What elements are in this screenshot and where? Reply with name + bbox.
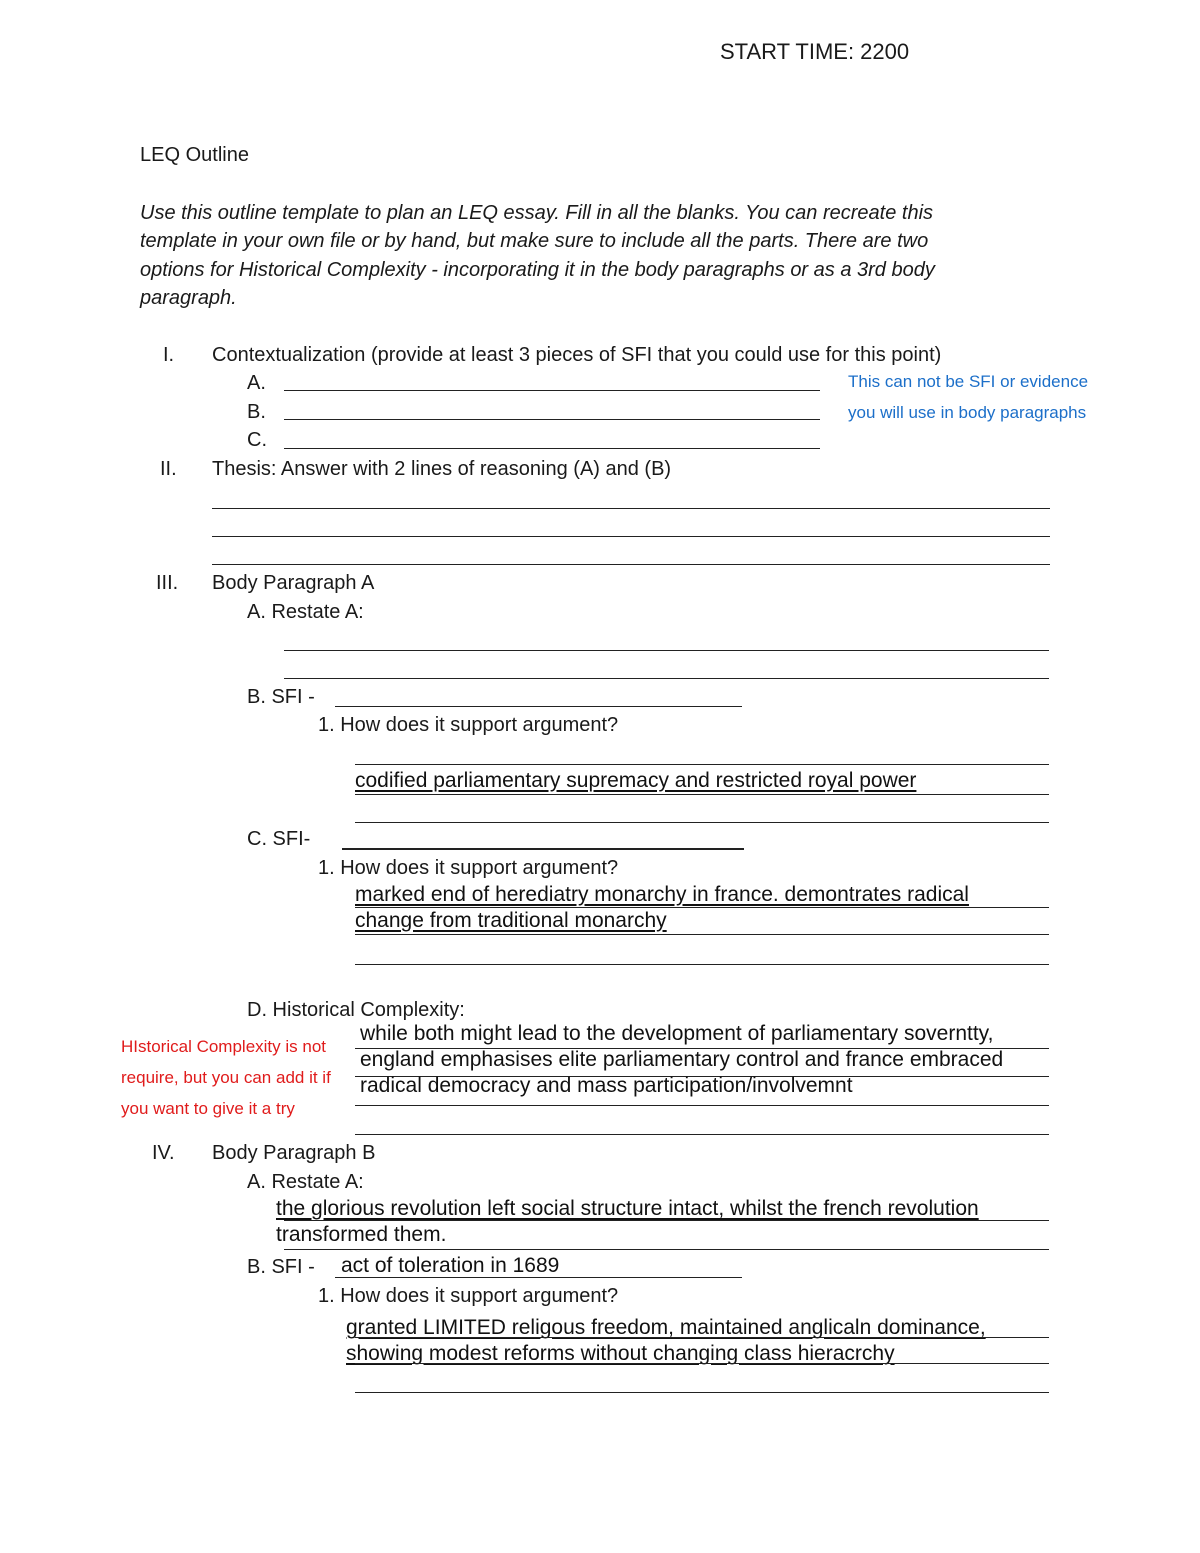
complexity-answer-line-2: england emphasises elite parliamentary control and france embraced [360, 1048, 1004, 1071]
note-red-line-1: HIstorical Complexity is not [121, 1037, 327, 1056]
body-a-complexity-label: D. Historical Complexity: [247, 999, 465, 1021]
thesis-blank-2[interactable] [212, 536, 1050, 537]
note-blue-line-2: you will use in body paragraphs [848, 403, 1087, 422]
thesis-blank-1[interactable] [212, 508, 1050, 509]
body-a-restate-label: A. Restate A: [247, 601, 364, 623]
body-b-restate-blank-1[interactable] [284, 1220, 1049, 1221]
section-4-numeral: IV. [152, 1142, 175, 1164]
body-a-support-c-answer-line-2: change from traditional monarchy [355, 909, 667, 932]
body-b-support-answer-line-2: showing modest reforms without changing class hieracrchy [346, 1342, 895, 1365]
section-3-numeral: III. [156, 572, 179, 594]
context-item-c-blank[interactable] [284, 448, 820, 449]
body-a-sfi-b-label: B. SFI - [247, 686, 315, 708]
context-item-b-label: B. [247, 401, 266, 423]
complexity-answer-line-1: while both might lead to the development of parliamentary soverntty, [360, 1022, 994, 1045]
note-blue-line-1: This can not be SFI or evidence [848, 372, 1089, 391]
context-item-b-blank[interactable] [284, 419, 820, 420]
instructions-line-2: template in your own file or by hand, but make sure to include all the parts. There are two [140, 230, 929, 252]
section-1-heading: Contextualization (provide at least 3 pieces of SFI that you could use for this point) [212, 344, 942, 366]
body-b-restate-answer-line-1: the glorious revolution left social structure intact, whilst the french revolution [276, 1197, 979, 1220]
body-b-sfi-answer: act of toleration in 1689 [341, 1254, 560, 1277]
body-a-support-b-blank-3[interactable] [355, 822, 1049, 823]
body-a-support-c-label: 1. How does it support argument? [318, 857, 619, 879]
thesis-blank-3[interactable] [212, 564, 1050, 565]
complexity-blank-3[interactable] [355, 1105, 1049, 1106]
note-red-line-2: require, but you can add it if [121, 1068, 331, 1087]
body-a-restate-blank-1[interactable] [284, 650, 1049, 651]
instructions-line-3: options for Historical Complexity - incorporating it in the body paragraphs or as a 3rd body [140, 259, 935, 281]
body-a-sfi-b-blank[interactable] [335, 706, 742, 707]
body-b-support-label: 1. How does it support argument? [318, 1285, 619, 1307]
instructions-line-4: paragraph. [140, 287, 237, 309]
context-item-c-label: C. [247, 429, 267, 451]
body-a-sfi-c-blank[interactable] [342, 848, 744, 850]
body-a-support-c-blank-1[interactable] [355, 907, 1049, 908]
body-a-support-b-label: 1. How does it support argument? [318, 714, 619, 736]
section-2-numeral: II. [160, 458, 177, 480]
body-a-support-b-answer: codified parliamentary supremacy and restricted royal power [355, 769, 917, 792]
instructions-line-1: Use this outline template to plan an LEQ essay. Fill in all the blanks. You can recreate this [140, 202, 934, 224]
body-a-support-c-blank-2[interactable] [355, 934, 1049, 935]
section-1-numeral: I. [163, 344, 175, 366]
page-title: LEQ Outline [140, 144, 249, 166]
complexity-blank-4[interactable] [355, 1134, 1049, 1135]
body-b-restate-answer-line-2: transformed them. [276, 1223, 447, 1246]
body-b-restate-label: A. Restate A: [247, 1171, 364, 1193]
section-4-heading: Body Paragraph B [212, 1142, 376, 1164]
complexity-answer-line-3: radical democracy and mass participation/involvemnt [360, 1074, 853, 1097]
body-a-support-b-blank-1[interactable] [355, 764, 1049, 765]
context-item-a-label: A. [247, 372, 266, 394]
section-2-heading: Thesis: Answer with 2 lines of reasoning (A) and (B) [212, 458, 672, 480]
body-b-support-answer-line-1: granted LIMITED religous freedom, maintained anglicaln dominance, [346, 1316, 986, 1339]
body-a-support-b-blank-2[interactable] [355, 794, 1049, 795]
body-b-restate-blank-2[interactable] [284, 1249, 1049, 1250]
body-b-sfi-label: B. SFI - [247, 1256, 315, 1278]
body-a-support-c-blank-3[interactable] [355, 964, 1049, 965]
body-a-restate-blank-2[interactable] [284, 678, 1049, 679]
body-b-support-blank-3[interactable] [355, 1392, 1049, 1393]
note-red-line-3: you want to give it a try [121, 1099, 295, 1118]
context-item-a-blank[interactable] [284, 390, 820, 391]
body-b-support-blank-1[interactable] [355, 1337, 1049, 1338]
section-3-heading: Body Paragraph A [212, 572, 375, 594]
start-time: START TIME: 2200 [720, 39, 910, 64]
body-a-support-c-answer-line-1: marked end of herediatry monarchy in france. demontrates radical [355, 883, 969, 906]
body-b-support-blank-2[interactable] [355, 1363, 1049, 1364]
body-a-sfi-c-label: C. SFI- [247, 828, 311, 850]
